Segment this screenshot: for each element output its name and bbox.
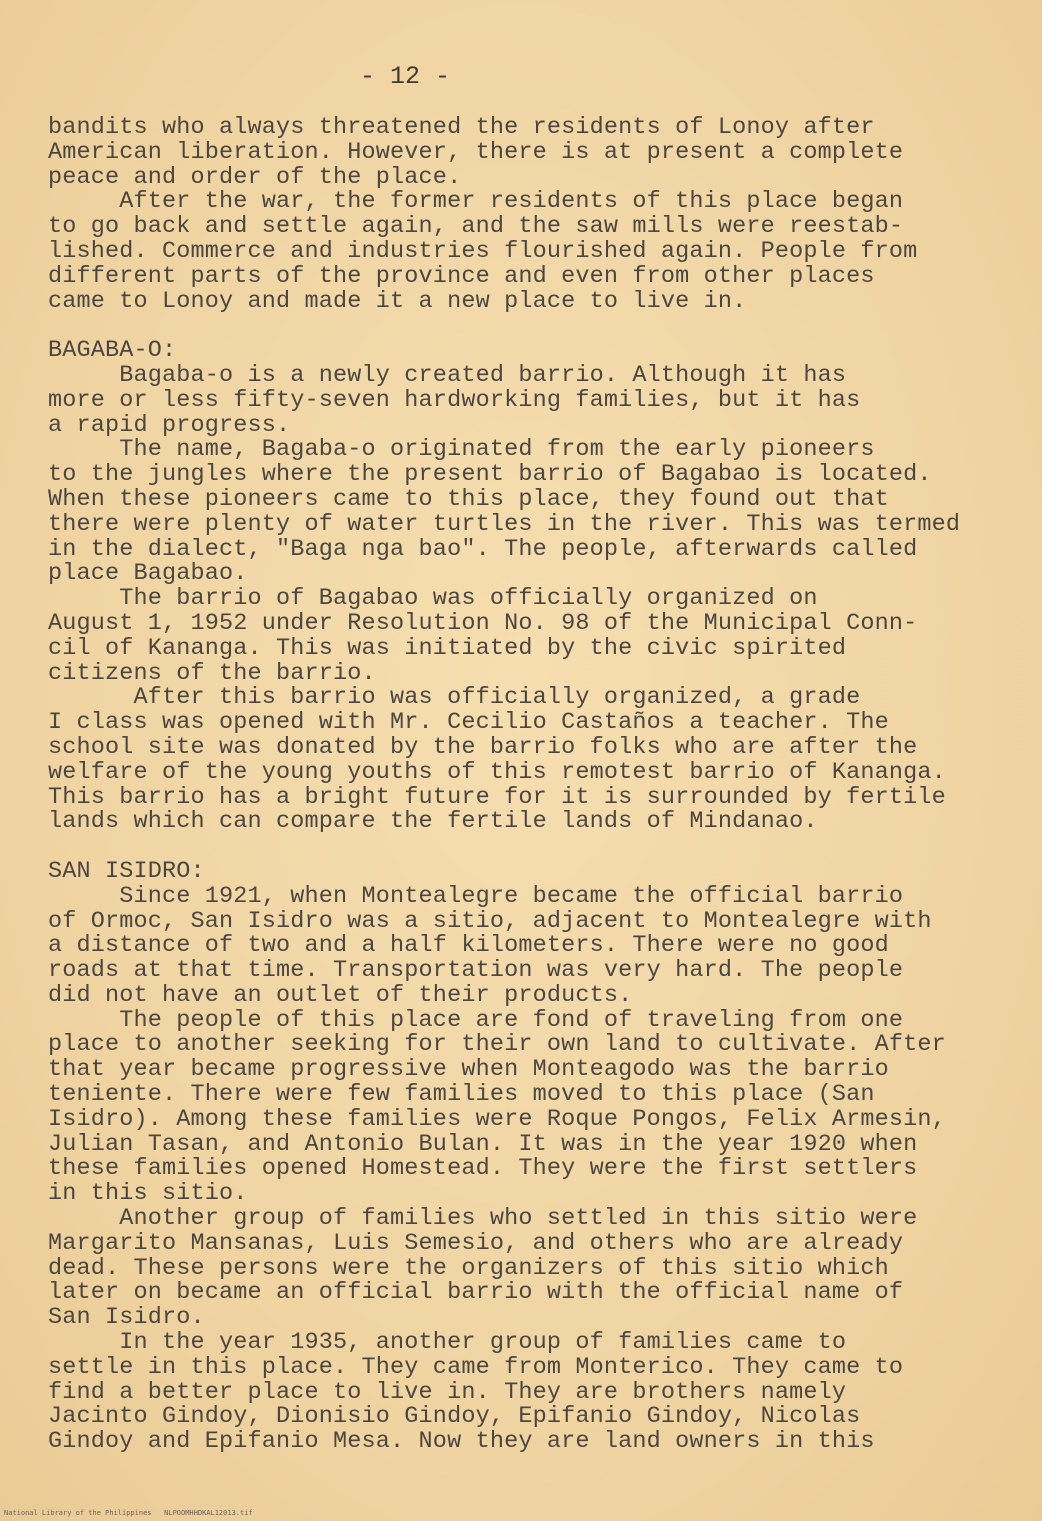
text-line: After this barrio was officially organized, a grade (48, 684, 861, 712)
text-line: In the year 1935, another group of families came to (48, 1329, 847, 1357)
text-line: that year became progressive when Monteagodo was the barrio (48, 1056, 889, 1084)
text-line: This barrio has a bright future for it is surrounded by fertile (48, 783, 946, 811)
text-line: American liberation. However, there is at present a complete (48, 138, 904, 166)
text-line: The people of this place are fond of traveling from one (48, 1006, 904, 1034)
text-line: Since 1921, when Montealegre became the official barrio (48, 882, 904, 910)
text-line: Bagaba-o is a newly created barrio. Although it has (48, 361, 847, 389)
text-line: dead. These persons were the organizers of this sitio which (48, 1254, 889, 1282)
text-line: place to another seeking for their own land to cultivate. After (48, 1031, 946, 1059)
text-line: lands which can compare the fertile lands of Mindanao. (48, 808, 818, 836)
text-line: in the dialect, "Baga nga bao". The people, afterwards called (48, 535, 918, 563)
text-line: cil of Kananga. This was initiated by the civic spirited (48, 634, 847, 662)
text-line: find a better place to live in. They are brothers namely (48, 1378, 847, 1406)
text-line: Isidro). Among these families were Roque Pongos, Felix Armesin, (48, 1105, 946, 1133)
document-body (48, 116, 1018, 1455)
text-line: of Ormoc, San Isidro was a sitio, adjacent to Montealegre with (48, 907, 932, 935)
text-line: came to Lonoy and made it a new place to live in. (48, 287, 747, 315)
text-line: did not have an outlet of their products. (48, 981, 633, 1009)
text-line: The name, Bagaba-o originated from the early pioneers (48, 436, 875, 464)
text-line: settle in this place. They came from Monterico. They came to (48, 1353, 904, 1381)
text-line: lished. Commerce and industries flourished again. People from (48, 237, 918, 265)
text-line: citizens of the barrio. (48, 659, 376, 687)
section-heading-san-isidro: SAN ISIDRO: (48, 857, 205, 885)
text-line: August 1, 1952 under Resolution No. 98 of the Municipal Conn- (48, 609, 918, 637)
text-line: Margarito Mansanas, Luis Semesio, and others who are already (48, 1229, 904, 1257)
text-line: bandits who always threatened the residents of Lonoy after (48, 114, 875, 141)
text-line: these families opened Homestead. They were the first settlers (48, 1155, 918, 1183)
text-line: roads at that time. Transportation was very hard. The people (48, 957, 904, 985)
text-line: teniente. There were few families moved to this place (San (48, 1081, 875, 1109)
section-heading-bagabao: BAGABA-O: (48, 337, 177, 365)
text-line: a distance of two and a half kilometers. There were no good (48, 932, 889, 960)
text-line: I class was opened with Mr. Cecilio Castaños a teacher. The (48, 709, 889, 737)
text-line: in this sitio. (48, 1180, 248, 1208)
page-number: - 12 - (359, 62, 450, 91)
text-line: peace and order of the place. (48, 163, 462, 191)
text-line: there were plenty of water turtles in the river. This was termed (48, 510, 961, 538)
scan-footer: National Library of the Philippines NLPOOMHHDKAL12013.tif (4, 1509, 253, 1517)
text-line: Julian Tasan, and Antonio Bulan. It was in the year 1920 when (48, 1130, 918, 1158)
text-line: Jacinto Gindoy, Dionisio Gindoy, Epifanio Gindoy, Nicolas (48, 1403, 861, 1431)
text-line: Another group of families who settled in this sitio were (48, 1205, 918, 1233)
text-line: to the jungles where the present barrio of Bagabao is located. (48, 461, 932, 489)
text-line: school site was donated by the barrio folks who are after the (48, 733, 918, 761)
text-line: place Bagabao. (48, 560, 248, 588)
text-line: After the war, the former residents of this place began (48, 188, 904, 216)
text-line: different parts of the province and even from other places (48, 262, 875, 290)
text-line: later on became an official barrio with the official name of (48, 1279, 904, 1307)
text-line: welfare of the young youths of this remotest barrio of Kananga. (48, 758, 946, 786)
text-line: to go back and settle again, and the saw mills were reestab- (48, 213, 904, 241)
text-line: a rapid progress. (48, 411, 291, 439)
text-line: San Isidro. (48, 1304, 205, 1332)
text-line: The barrio of Bagabao was officially organized on (48, 585, 818, 613)
text-line: Gindoy and Epifanio Mesa. Now they are land owners in this (48, 1428, 875, 1456)
text-line: When these pioneers came to this place, they found out that (48, 485, 889, 513)
text-line: more or less fifty-seven hardworking families, but it has (48, 386, 861, 414)
